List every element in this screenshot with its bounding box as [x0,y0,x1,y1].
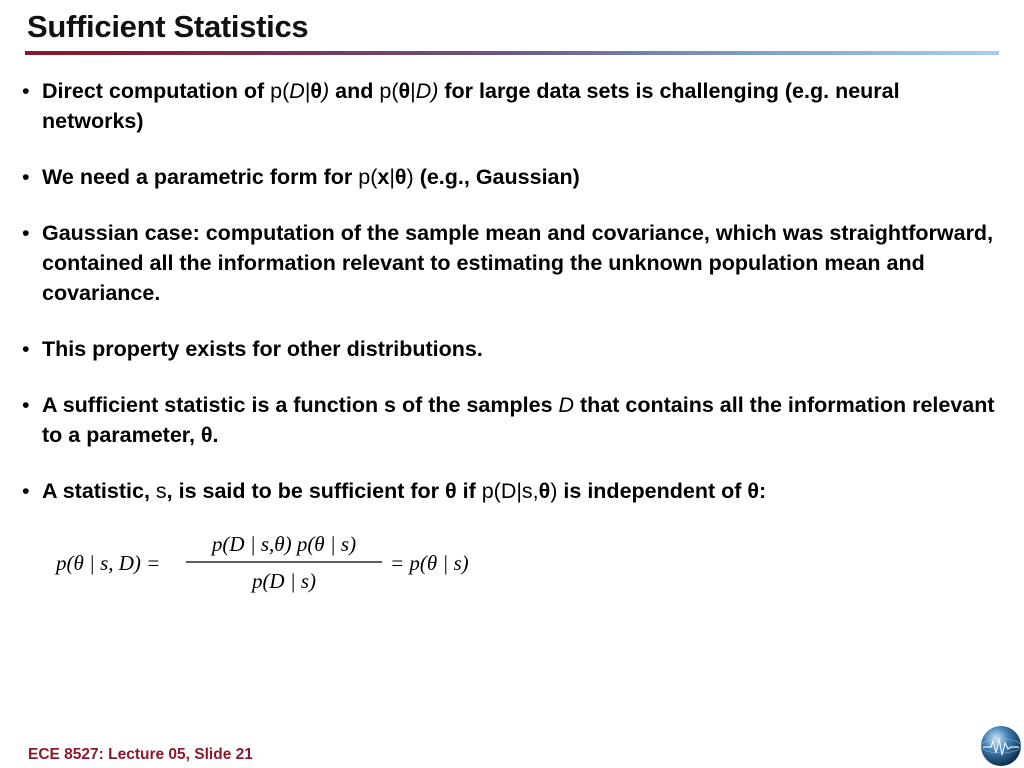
globe-logo-icon [979,724,1023,768]
equation-denominator: p(D | s) [251,569,317,593]
equation-lhs: p(θ | s, D) = [56,551,161,575]
slide-title: Sufficient Statistics [27,9,309,44]
bullet-item: • This property exists for other distributions. [20,334,1000,364]
slide-footer: ECE 8527: Lecture 05, Slide 21 [28,746,253,763]
title-underline [25,51,999,55]
equation-rhs: = p(θ | s) [390,551,469,575]
sufficiency-equation [52,530,482,600]
equation-numerator: p(D | s,θ) p(θ | s) [211,532,357,556]
bullet-item: • Gaussian case: computation of the sample mean and covariance, which was straightforward, contained all the information relevant to estimating the unknown population mean and covariance. [20,218,1000,308]
bullet-item: • Direct computation of p(D|θ) and p(θ|D) for large data sets is challenging (e.g. neural networks) [20,76,1000,136]
bullet-list [20,76,1000,532]
bullet-item: • A statistic, s, is said to be sufficient for θ if p(D|s,θ) is independent of θ: [20,476,1000,506]
bullet-item: • We need a parametric form for p(x|θ) (e.g., Gaussian) [20,162,1000,192]
bullet-item: • A sufficient statistic is a function s of the samples D that contains all the information relevant to a parameter, θ. [20,390,1000,450]
